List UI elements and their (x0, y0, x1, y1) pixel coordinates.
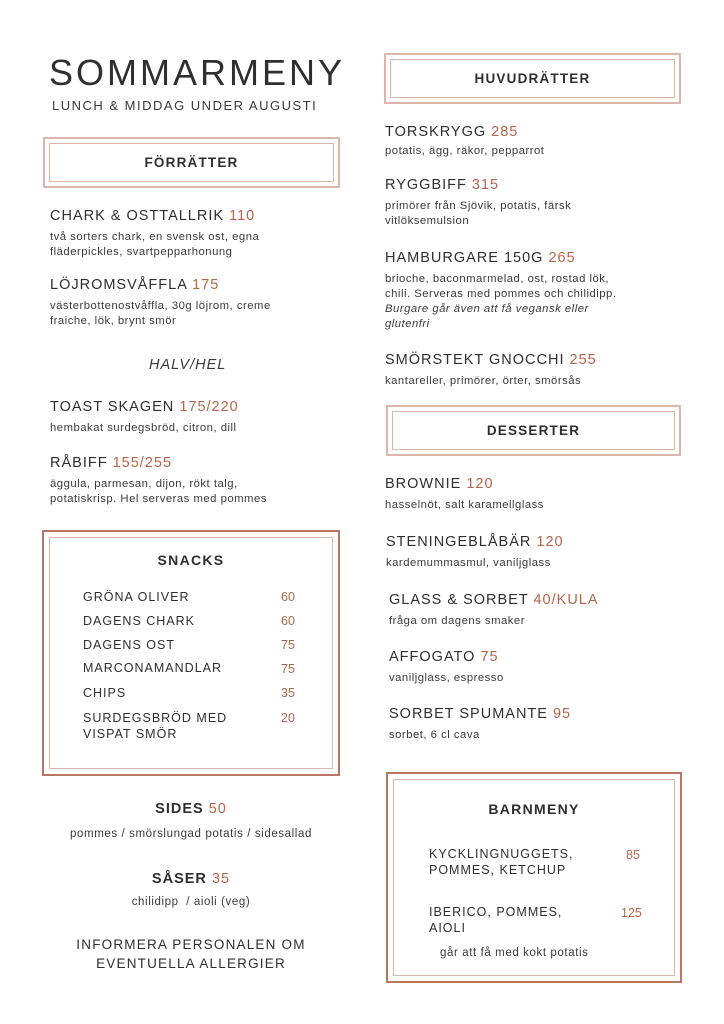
snack-price: 60 (281, 614, 295, 628)
menu-item (385, 352, 597, 389)
item-desc-line: vaniljglass, espresso (389, 672, 504, 684)
item-price: 175 (192, 277, 220, 293)
snack-price: 60 (281, 590, 295, 604)
item-name: LÖJROMSVÅFFLA (50, 277, 188, 293)
snack-price: 20 (281, 711, 295, 725)
menu-item (385, 476, 544, 513)
allergy-line: INFORMERA PERSONALEN OM (76, 937, 306, 952)
item-price: 315 (471, 177, 500, 193)
item-desc-line: primörer från Sjövik, potatis, färsk (385, 200, 572, 212)
kids-item-line: POMMES, KETCHUP (429, 863, 567, 877)
allergy-line: EVENTUELLA ALLERGIER (96, 956, 286, 971)
saser-desc: chilidipp / aioli (veg) (131, 896, 251, 908)
snack-name: CHIPS (83, 686, 127, 700)
item-desc-italic-line: glutenfri (385, 318, 430, 330)
snack-name: DAGENS CHARK (83, 614, 196, 628)
sides-desc: pommes / smörslungad potatis / sidesallad (70, 828, 312, 840)
menu-item (50, 399, 239, 436)
snack-price: 75 (281, 662, 295, 676)
item-name: CHARK & OSTTALLRIK (50, 208, 225, 224)
menu-title: SOMMARMENY (49, 52, 346, 93)
menu-item (389, 592, 599, 629)
menu-item (389, 649, 504, 686)
menu-subtitle: LUNCH & MIDDAG UNDER AUGUSTI (52, 98, 318, 113)
kids-item-line: AIOLI (429, 921, 466, 935)
desserter-header-box (386, 405, 681, 456)
item-desc-line: kantareller, primörer, örter, smörsås (385, 375, 582, 387)
item-name: TOAST SKAGEN (50, 399, 175, 415)
item-desc-line: vitlöksemulsion (385, 215, 470, 227)
item-price: 95 (552, 706, 572, 722)
snack-price: 35 (281, 686, 295, 700)
item-desc-line: chili. Serveras med pommes och chilidipp. (385, 288, 617, 300)
kids-item-line: KYCKLINGNUGGETS, (429, 847, 574, 861)
halvhel-label: HALV/HEL (149, 357, 227, 373)
item-desc-italic-line: Burgare går även att få vegansk eller (385, 303, 589, 315)
item-desc-line: fläderpickles, svartpepparhonung (50, 246, 233, 258)
item-name: BROWNIE (385, 476, 462, 492)
item-desc-line: fråga om dagens smaker (389, 615, 525, 627)
item-price: 255 (569, 352, 597, 368)
forratter-header-box (43, 137, 340, 188)
snack-name: GRÖNA OLIVER (83, 590, 190, 604)
item-desc-line: sorbet, 6 cl cava (389, 729, 480, 741)
menu-item (389, 706, 571, 743)
item-price: 120 (466, 476, 494, 492)
item-name: RYGGBIFF (385, 177, 467, 193)
item-desc-line: fraiche, lök, brynt smör (50, 315, 177, 327)
saser-price: 35 (211, 871, 231, 887)
item-desc-line: potatiskrisp. Hel serveras med pommes (50, 493, 267, 505)
sides-label: SIDES (155, 801, 204, 817)
kids-item-name (429, 904, 562, 936)
item-desc-line: brioche, baconmarmelad, ost, rostad lök, (385, 273, 610, 285)
saser-heading (42, 871, 340, 887)
sides-price: 50 (208, 801, 227, 817)
item-desc-line: västerbottenostvåffla, 30g löjrom, creme (50, 300, 271, 312)
snacks-heading: SNACKS (157, 552, 225, 568)
item-desc-line: hembakat surdegsbröd, citron, dill (50, 422, 237, 434)
snack-name (83, 710, 227, 742)
menu-item (50, 208, 259, 260)
kids-item-price: 85 (626, 848, 640, 862)
kids-item-line: IBERICO, POMMES, (429, 905, 563, 919)
item-price: 40/KULA (533, 592, 599, 608)
kids-item-name (429, 846, 574, 878)
item-price: 120 (536, 534, 564, 550)
menu-item (50, 455, 267, 507)
menu-item (385, 124, 544, 159)
item-price: 285 (491, 124, 519, 140)
menu-item (385, 250, 616, 332)
item-desc-line: potatis, ägg, räkor, pepparrot (385, 145, 545, 157)
item-name: AFFOGATO (389, 649, 476, 665)
item-name: STENINGEBLÅBÄR (386, 534, 532, 550)
item-name: GLASS & SORBET (389, 592, 529, 608)
item-price: 155/255 (112, 455, 173, 471)
item-price: 265 (548, 250, 576, 266)
huvudratter-heading: HUVUDRÄTTER (390, 59, 675, 98)
item-desc-line: äggula, parmesan, dijon, rökt talg, (50, 478, 238, 490)
sides-heading (42, 801, 340, 817)
menu-item (385, 177, 571, 229)
snack-name: DAGENS OST (83, 638, 175, 652)
item-name: RÅBIFF (50, 455, 108, 471)
item-name: SORBET SPUMANTE (389, 706, 548, 722)
item-price: 75 (480, 649, 499, 665)
snack-name-line: VISPAT SMÖR (83, 727, 178, 741)
forratter-heading: FÖRRÄTTER (49, 143, 334, 182)
item-name: SMÖRSTEKT GNOCCHI (385, 352, 565, 368)
barnmeny-note: går att få med kokt potatis (440, 947, 589, 959)
menu-item (50, 277, 271, 329)
item-name: HAMBURGARE 150G (385, 250, 544, 266)
item-price: 110 (229, 208, 256, 224)
item-name: TORSKRYGG (385, 124, 487, 140)
item-desc-line: två sorters chark, en svensk ost, egna (50, 231, 260, 243)
item-desc-line: hasselnöt, salt karamellglass (385, 499, 544, 511)
desserter-heading: DESSERTER (392, 411, 675, 450)
barnmeny-heading: BARNMENY (488, 801, 580, 817)
saser-label: SÅSER (151, 871, 207, 887)
snack-name: MARCONAMANDLAR (83, 661, 223, 675)
item-desc-line: kardemummasmul, vaniljglass (386, 557, 551, 569)
menu-item (386, 534, 564, 571)
snack-price: 75 (281, 638, 295, 652)
huvudratter-header-box (384, 53, 681, 104)
snack-name-line: SURDEGSBRÖD MED (83, 711, 228, 725)
item-price: 175/220 (179, 399, 239, 415)
allergy-note (32, 935, 350, 973)
kids-item-price: 125 (621, 906, 642, 920)
